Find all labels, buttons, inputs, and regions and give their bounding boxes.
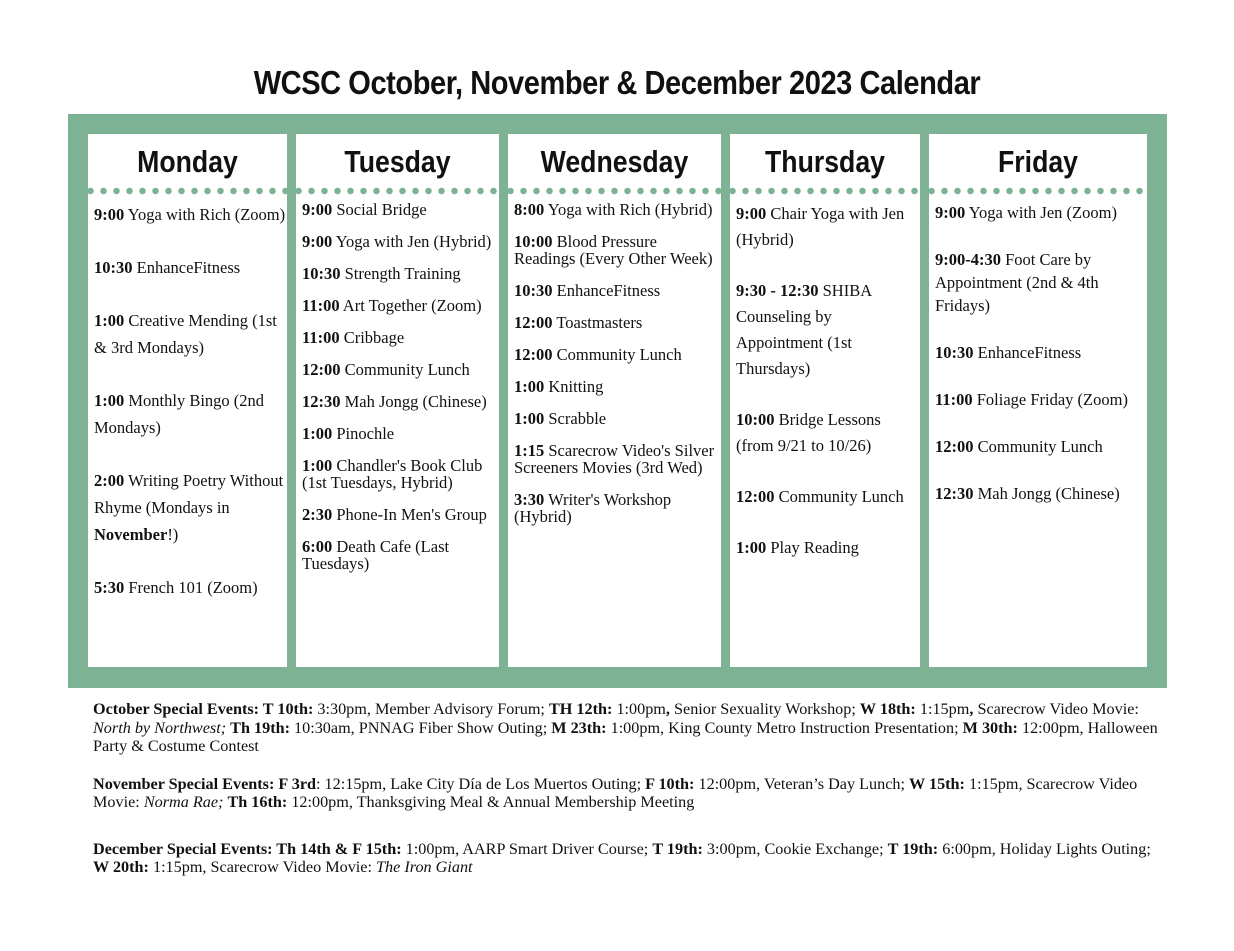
event-text: 10:30am, PNNAG Fiber Show Outing;	[289, 718, 552, 737]
item-title: Scarecrow Video's Silver Screeners Movies (3rd Wed)	[514, 441, 715, 477]
schedule-item	[94, 387, 287, 441]
event-date: W 20th:	[93, 858, 149, 876]
item-title: Scrabble	[544, 409, 607, 428]
item-time: 12:00	[514, 345, 553, 364]
item-title: Foot Care by Appointment (2nd & 4th Fridays)	[935, 250, 1099, 315]
event-text: 12:00pm, Thanksgiving Meal & Annual Membership Meeting	[287, 793, 695, 811]
item-time: 3:30	[514, 490, 545, 509]
schedule-item	[302, 265, 499, 282]
item-title: Writer's Workshop (Hybrid)	[514, 490, 672, 526]
event-text: 3:30pm, Member Advisory Forum;	[313, 700, 549, 718]
schedule-item	[302, 297, 499, 314]
item-title: Mah Jongg (Chinese)	[340, 392, 487, 411]
item-title: Play Reading	[766, 538, 859, 557]
item-title: Creative Mending (1st & 3rd Mondays)	[94, 311, 277, 357]
event-text: 3:00pm, Cookie Exchange;	[702, 839, 888, 858]
item-time: 9:00	[302, 232, 333, 251]
column-thursday	[730, 134, 920, 667]
item-time: 10:30	[302, 264, 341, 283]
day-items	[730, 190, 920, 561]
item-time: 12:30	[302, 392, 341, 411]
schedule-item	[302, 361, 499, 378]
event-date: Th 19th:	[230, 718, 290, 737]
schedule-item	[935, 435, 1147, 458]
event-date: Th 16th:	[227, 793, 288, 811]
movie-title: Norma Rae;	[143, 793, 224, 811]
item-title: Community Lunch	[340, 360, 470, 379]
event-text: 1:15pm	[915, 700, 970, 718]
item-title: Pinochle	[332, 424, 395, 443]
event-text: 1:15pm, Scarecrow Video Movie:	[148, 858, 377, 876]
schedule-item	[302, 538, 499, 572]
event-text: 12:00pm, Veteran’s Day Lunch;	[694, 774, 910, 793]
event-text: Senior Sexuality Workshop;	[669, 700, 860, 718]
schedule-item	[935, 341, 1147, 364]
dotted-divider	[504, 187, 725, 195]
schedule-item	[514, 442, 721, 476]
item-title: SHIBA Counseling by Appointment (1st Thursdays)	[736, 281, 872, 378]
item-title: EnhanceFitness	[973, 343, 1082, 362]
column-monday	[88, 134, 287, 667]
schedule-item	[94, 254, 287, 281]
event-text: 12:00pm, Halloween Party & Costume Contest	[93, 718, 1158, 755]
dotted-divider	[292, 187, 503, 195]
schedule-item	[302, 233, 499, 250]
event-date: M 30th:	[962, 718, 1018, 737]
event-date: F 10th:	[645, 774, 695, 793]
schedule-item	[514, 346, 721, 363]
event-date: W 15th:	[909, 774, 965, 793]
item-title: Community Lunch	[774, 487, 904, 506]
schedule-item	[935, 248, 1147, 317]
item-title: Strength Training	[340, 264, 461, 283]
schedule-item	[514, 233, 721, 267]
item-time: 12:00	[302, 360, 341, 379]
event-text: 6:00pm, Holiday Lights Outing;	[938, 839, 1151, 858]
schedule-item	[302, 457, 499, 491]
item-time: 12:00	[736, 487, 775, 506]
item-title: Cribbage	[339, 328, 405, 347]
dotted-divider	[925, 187, 1151, 195]
day-items	[929, 190, 1147, 505]
item-title: Yoga with Jen (Hybrid)	[332, 232, 492, 251]
day-header-thursday: Thursday	[765, 144, 885, 179]
day-items	[88, 190, 287, 601]
item-time: 12:00	[514, 313, 553, 332]
item-title: Mah Jongg (Chinese)	[973, 484, 1120, 503]
schedule-item	[302, 329, 499, 346]
event-text: 1:00pm, AARP Smart Driver Course;	[401, 839, 653, 858]
item-title: Foliage Friday (Zoom)	[972, 390, 1128, 409]
item-title: French 101 (Zoom)	[124, 578, 258, 597]
november-events	[93, 775, 1163, 812]
item-time: 2:00	[94, 471, 125, 490]
movie-title: North by Northwest;	[93, 718, 227, 737]
item-time: 10:30	[514, 281, 553, 300]
column-tuesday	[296, 134, 499, 667]
schedule-item	[94, 467, 287, 548]
schedule-item	[514, 410, 721, 427]
december-events	[93, 840, 1163, 877]
item-time: 2:30	[302, 505, 333, 524]
schedule-item	[302, 393, 499, 410]
item-time: 1:00	[94, 311, 125, 330]
item-time: 9:00	[736, 204, 767, 223]
item-title: EnhanceFitness	[552, 281, 661, 300]
item-title: Blood Pressure Readings (Every Other Week)	[514, 232, 713, 268]
item-title: Social Bridge	[332, 200, 427, 219]
item-title: Chair Yoga with Jen (Hybrid)	[736, 204, 905, 249]
item-title: Yoga with Jen (Zoom)	[965, 203, 1117, 222]
item-time: 8:00	[514, 200, 545, 219]
event-text: : 12:15pm, Lake City Día de Los Muertos Outing;	[316, 774, 646, 793]
schedule-item	[736, 201, 920, 253]
day-header-tuesday: Tuesday	[344, 144, 451, 179]
page-title: WCSC October, November & December 2023 Calendar	[253, 64, 981, 101]
item-title: Bridge Lessons (from 9/21 to 10/26)	[736, 410, 881, 455]
event-date: T 19th:	[652, 839, 703, 858]
item-emphasis: November	[94, 525, 168, 544]
event-text: Scarecrow Video Movie:	[973, 700, 1139, 718]
item-title: Knitting	[544, 377, 604, 396]
item-time: 11:00	[302, 296, 340, 315]
schedule-item	[94, 574, 287, 601]
calendar-grid	[68, 114, 1167, 688]
event-date: October Special Events: T 10th:	[93, 700, 314, 718]
item-time: 1:00	[302, 424, 333, 443]
schedule-item	[736, 278, 920, 382]
item-time: 9:00	[935, 203, 966, 222]
item-time: 11:00	[302, 328, 340, 347]
item-time: 10:30	[94, 258, 133, 277]
item-title-tail: !)	[167, 525, 179, 544]
event-date: ,	[969, 700, 974, 718]
item-time: 1:00	[514, 409, 545, 428]
dotted-divider	[84, 187, 291, 195]
schedule-item	[514, 491, 721, 525]
schedule-item	[736, 484, 920, 510]
item-time: 5:30	[94, 578, 125, 597]
schedule-item	[302, 425, 499, 442]
item-time: 6:00	[302, 537, 333, 556]
movie-title: The Iron Giant	[376, 858, 473, 876]
item-time: 1:00	[514, 377, 545, 396]
column-wednesday	[508, 134, 721, 667]
column-friday	[929, 134, 1147, 667]
item-time: 1:00	[94, 391, 125, 410]
item-time: 9:00	[302, 200, 333, 219]
event-date: December Special Events: Th 14th & F 15th:	[93, 839, 402, 858]
item-time: 1:15	[514, 441, 545, 460]
schedule-item	[302, 201, 499, 218]
item-title: Community Lunch	[973, 437, 1103, 456]
event-text: 1:00pm	[612, 700, 666, 718]
schedule-item	[94, 307, 287, 361]
schedule-item	[514, 282, 721, 299]
item-title: Toastmasters	[552, 313, 643, 332]
item-title: Chandler's Book Club (1st Tuesdays, Hybrid)	[302, 456, 483, 492]
schedule-item	[935, 388, 1147, 411]
item-time: 9:00-4:30	[935, 250, 1001, 269]
item-title: Monthly Bingo (2nd Mondays)	[94, 391, 265, 437]
event-date: W 18th:	[859, 700, 916, 718]
day-header-friday: Friday	[997, 144, 1079, 179]
item-title: Death Cafe (Last Tuesdays)	[302, 537, 450, 573]
event-date: ,	[665, 700, 670, 718]
schedule-item	[94, 201, 287, 228]
schedule-item	[935, 482, 1147, 505]
day-header-monday: Monday	[137, 144, 238, 179]
item-title: Community Lunch	[552, 345, 682, 364]
schedule-item	[302, 506, 499, 523]
event-text: 1:15pm, Scarecrow Video Movie:	[93, 774, 1138, 811]
item-time: 1:00	[302, 456, 333, 475]
item-title: EnhanceFitness	[132, 258, 241, 277]
item-title: Yoga with Rich (Zoom)	[124, 205, 286, 224]
schedule-item	[514, 201, 721, 218]
schedule-item	[935, 201, 1147, 224]
item-title: Art Together (Zoom)	[339, 296, 482, 315]
item-title: Writing Poetry Without Rhyme (Mondays in	[94, 471, 284, 517]
day-items	[508, 190, 721, 525]
event-text: 1:00pm, King County Metro Instruction Presentation;	[606, 718, 963, 737]
event-date: T 19th:	[887, 839, 939, 858]
day-header-wednesday: Wednesday	[540, 144, 689, 179]
item-title: Phone-In Men's Group	[332, 505, 487, 524]
item-time: 1:00	[736, 538, 767, 557]
event-date: November Special Events: F 3rd	[93, 774, 317, 793]
schedule-item	[514, 314, 721, 331]
schedule-item	[514, 378, 721, 395]
dotted-divider	[726, 187, 924, 195]
october-events	[93, 700, 1163, 756]
event-date: M 23th:	[551, 718, 607, 737]
item-time: 10:00	[514, 232, 553, 251]
item-title: Yoga with Rich (Hybrid)	[544, 200, 713, 219]
item-time: 9:00	[94, 205, 125, 224]
schedule-item	[736, 407, 920, 459]
item-time: 10:00	[736, 410, 775, 429]
item-time: 11:00	[935, 390, 973, 409]
item-time: 12:00	[935, 437, 974, 456]
item-time: 9:30 - 12:30	[736, 281, 819, 300]
schedule-item	[736, 535, 920, 561]
day-items	[296, 190, 499, 572]
item-time: 10:30	[935, 343, 974, 362]
item-time: 12:30	[935, 484, 974, 503]
special-events	[93, 700, 1163, 896]
event-date: TH 12th:	[548, 700, 613, 718]
